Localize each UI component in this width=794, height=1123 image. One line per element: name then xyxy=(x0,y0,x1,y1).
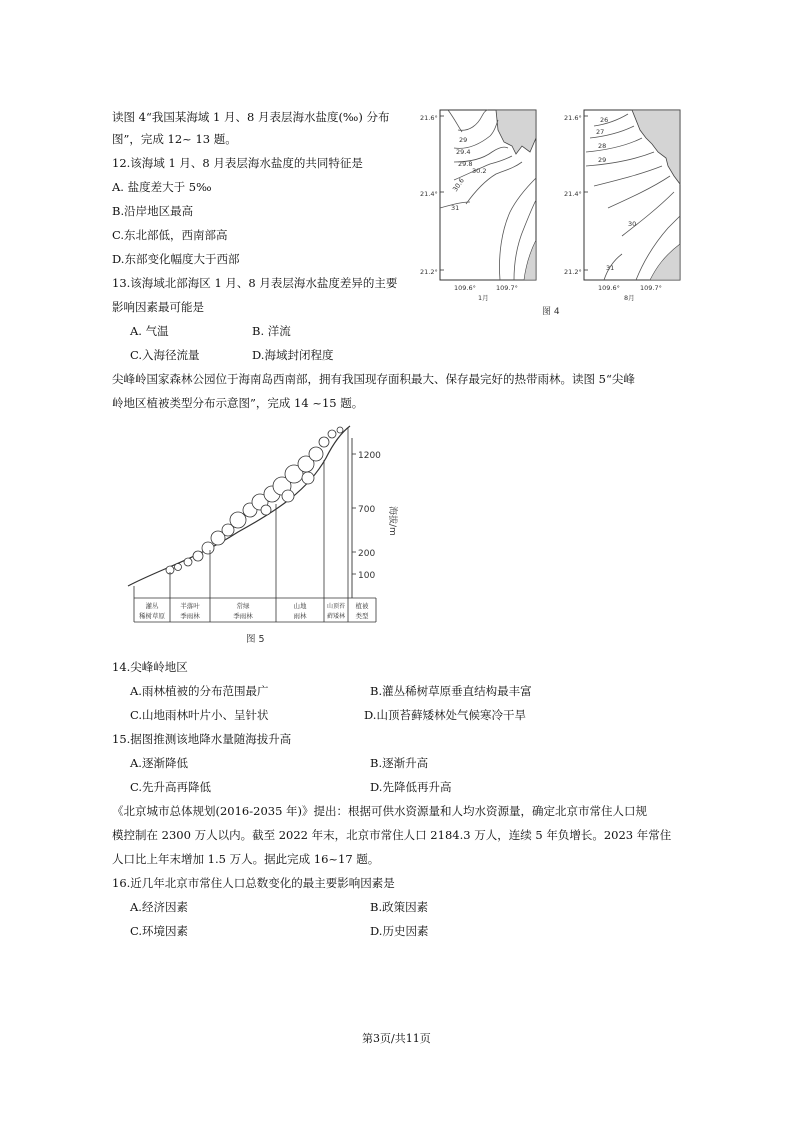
question-13-stem: 影响因素最可能是 xyxy=(112,300,204,314)
lon-label: 109.6° xyxy=(454,284,476,292)
lat-label: 21.2° xyxy=(420,268,438,276)
zone-label: 山地 xyxy=(293,602,307,610)
figure-4-salinity-maps xyxy=(418,104,690,320)
tick-label: 700 xyxy=(358,505,376,515)
lon-label: 109.6° xyxy=(598,284,620,292)
lat-label: 21.6° xyxy=(564,114,582,122)
figure-caption: 图 5 xyxy=(246,634,265,645)
intro-line: 图”，完成 12~ 13 题。 xyxy=(112,132,237,146)
vegetation-canopy xyxy=(166,427,343,574)
q16-option-c[interactable]: C.环境因素 xyxy=(130,924,189,938)
lon-label: 109.7° xyxy=(496,284,518,292)
zone-label: 季雨林 xyxy=(233,612,253,620)
isoline-label: 27 xyxy=(596,128,605,136)
page-number: 第3页/共11页 xyxy=(362,1032,431,1045)
isoline-label: 29 xyxy=(598,156,607,164)
lat-label: 21.4° xyxy=(564,190,582,198)
q14-option-b[interactable]: B.灌丛稀树草原垂直结构最丰富 xyxy=(370,684,532,698)
q12-option-b[interactable]: B.沿岸地区最高 xyxy=(112,204,194,218)
q14-option-c[interactable]: C.山地雨林叶片小、呈针状 xyxy=(130,708,269,722)
intro-line: 岭地区植被类型分布示意图”，完成 14 ~15 题。 xyxy=(112,396,364,410)
map-august xyxy=(564,110,680,302)
question-15-stem: 15.据图推测该地降水量随海拔升高 xyxy=(112,732,292,746)
lat-label: 21.4° xyxy=(420,190,438,198)
q15-option-d[interactable]: D.先降低再升高 xyxy=(370,780,452,794)
month-label: 8月 xyxy=(624,294,635,302)
month-label: 1月 xyxy=(478,294,489,302)
q16-option-b[interactable]: B.政策因素 xyxy=(370,900,429,914)
isoline-label: 30 xyxy=(628,220,637,228)
zone-label: 山顶苔 xyxy=(326,603,346,610)
question-16-stem: 16.近几年北京市常住人口总数变化的最主要影响因素是 xyxy=(112,876,395,890)
q15-option-a[interactable]: A.逐渐降低 xyxy=(130,756,188,770)
tick-label: 1200 xyxy=(358,451,381,461)
isoline-label: 29.8 xyxy=(458,160,473,168)
figure-caption: 图 4 xyxy=(542,307,560,317)
figure-5-vegetation-profile xyxy=(118,420,408,650)
zone-label: 雨林 xyxy=(293,612,307,620)
question-13-stem: 13.该海域北部海区 1 月、8 月表层海水盐度差异的主要 xyxy=(112,276,398,290)
q15-option-c[interactable]: C.先升高再降低 xyxy=(130,780,212,794)
intro-line: 《北京城市总体规划(2016-2035 年)》提出：根据可供水资源量和人均水资源量，确定北京市常住人口规 xyxy=(112,804,648,818)
isoline-label: 29.4 xyxy=(456,148,471,156)
lon-label: 109.7° xyxy=(640,284,662,292)
q13-option-c[interactable]: C.入海径流量 xyxy=(130,348,200,362)
intro-line: 模控制在 2300 万人以内。截至 2022 年末，北京市常住人口 2184.3 万人，连续 5 年负增长。2023 年常住 xyxy=(112,828,672,842)
isoline-label: 28 xyxy=(598,142,607,150)
isoline-label: 30.2 xyxy=(472,167,487,175)
q13-option-b[interactable]: B. 洋流 xyxy=(252,324,291,338)
zone-label: 季雨林 xyxy=(180,612,200,620)
zone-label: 类型 xyxy=(355,612,369,620)
coast-land xyxy=(524,240,536,280)
isoline-label: 29 xyxy=(459,136,468,144)
isoline-label: 31 xyxy=(606,264,615,272)
lat-label: 21.2° xyxy=(564,268,582,276)
q14-option-a[interactable]: A.雨林植被的分布范围最广 xyxy=(130,684,269,698)
lat-label: 21.6° xyxy=(420,114,438,122)
isoline-label: 26 xyxy=(600,116,609,124)
intro-line: 读图 4“我国某海域 1 月、8 月表层海水盐度(‰) 分布 xyxy=(112,110,390,124)
q14-option-d[interactable]: D.山顶苔藓矮林处气候寒冷干旱 xyxy=(364,708,526,722)
land-area xyxy=(632,110,680,184)
isoline-label: 30.6 xyxy=(451,176,466,194)
q16-option-d[interactable]: D.历史因素 xyxy=(370,924,429,938)
tick-label: 100 xyxy=(358,571,376,581)
question-12-stem: 12.该海域 1 月、8 月表层海水盐度的共同特征是 xyxy=(112,156,363,170)
tick-label: 200 xyxy=(358,549,376,559)
intro-line: 人口比上年末增加 1.5 万人。据此完成 16~17 题。 xyxy=(112,852,380,866)
zone-label: 藓矮林 xyxy=(326,613,346,620)
q16-option-a[interactable]: A.经济因素 xyxy=(130,900,188,914)
map-january xyxy=(420,110,536,302)
zone-label: 稀树草原 xyxy=(139,612,165,620)
question-14-stem: 14.尖峰岭地区 xyxy=(112,660,188,674)
q13-option-a[interactable]: A. 气温 xyxy=(130,324,169,338)
zone-label: 常绿 xyxy=(236,602,250,610)
q15-option-b[interactable]: B.逐渐升高 xyxy=(370,756,429,770)
axis-title: 海拔/m xyxy=(387,506,397,536)
q12-option-a[interactable]: A. 盐度差大于 5‰ xyxy=(112,180,212,194)
q13-option-d[interactable]: D.海域封闭程度 xyxy=(252,348,334,362)
zone-label: 半落叶 xyxy=(180,602,200,610)
zone-label: 植被 xyxy=(355,602,369,610)
zone-label: 灌丛 xyxy=(145,602,159,610)
isoline-label: 31 xyxy=(451,204,460,212)
q12-option-c[interactable]: C.东北部低，西南部高 xyxy=(112,228,228,242)
coast-land xyxy=(650,244,680,280)
q12-option-d[interactable]: D.东部变化幅度大于西部 xyxy=(112,252,240,266)
intro-line: 尖峰岭国家森林公园位于海南岛西南部，拥有我国现存面积最大、保存最完好的热带雨林。读图 5“尖峰 xyxy=(112,372,635,386)
